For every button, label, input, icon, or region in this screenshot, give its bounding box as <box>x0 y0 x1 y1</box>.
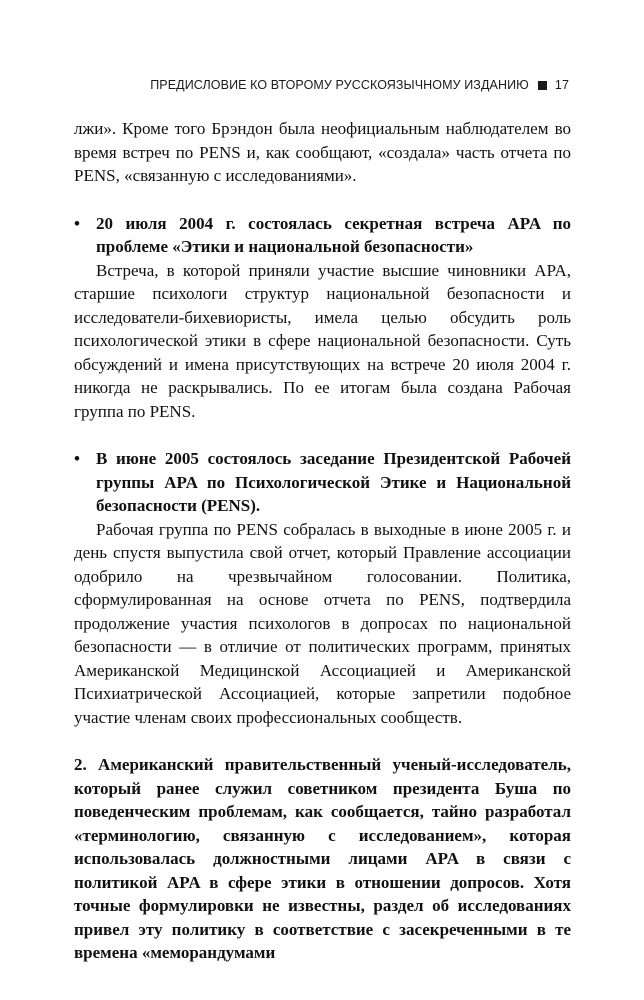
running-title: ПРЕДИСЛОВИЕ КО ВТОРОМУ РУССКОЯЗЫЧНОМУ ИЗДАНИЮ <box>150 78 529 92</box>
bullet-heading-2 <box>74 447 571 518</box>
bullet-heading-text: 20 июля 2004 г. состоялась секретная встреча APA по проблеме «Этики и национальной безопасности» <box>96 213 571 256</box>
bullet-icon: • <box>74 449 80 468</box>
paragraph-intro: лжи». Кроме того Брэндон была неофициальным наблюдателем во время встреч по PENS и, как сообщают, «создала» часть отчета по PENS, «связанную с исследованиями». <box>74 119 571 185</box>
bullet-icon: • <box>74 213 80 233</box>
spacer <box>74 423 571 447</box>
running-header <box>150 78 569 92</box>
square-bullet-icon <box>538 81 547 90</box>
bullet-heading-text: В июне 2005 состоялось заседание Президентской Рабочей группы APA по Психологической Этике и Национальной безопасности (PENS). <box>96 449 571 515</box>
bullet-body-2: Рабочая группа по PENS собралась в выходные в июне 2005 г. и день спустя выпустила свой отчет, который Правление ассоциации одобрило на чрезвычайном голосовании. Политика, сформулированная на основе отчета по PENS, подтвердила продолжение участия психологов в допросах по национальной безопасности — в отличие от политических программ, принятых Американской Медицинской Ассоциацией и Американской Психиатрической Ассоциацией, которые запретили подобное участие членам своих профессиональных сообществ. <box>74 519 571 727</box>
spacer <box>74 729 571 753</box>
body-text <box>74 117 571 965</box>
bullet-body-1: Встреча, в которой приняли участие высшие чиновники APA, старшие психологи структур национальной безопасности и исследователи-бихевиористы, имела целью обсудить роль психологической этики в сфере национальной безопасности. Суть обсуждений и имена присутствующих на встрече 20 июля 2004 г. никогда не раскрывались. По ее итогам была создана Рабочая группа по PENS. <box>74 260 571 421</box>
numbered-item-2: 2. Американский правительственный ученый-исследователь, который ранее служил советником президента Буша по поведенческим проблемам, как сообщается, тайно разработал «терминологию, связанную с исследованием», которая использовалась должностными лицами APA в связи с политикой APA в сфере этики в отношении допросов. Хотя точные формулировки не известны, раздел об исследованиях привел эту политику в соответствие с засекреченными в те времена «меморандумами <box>74 755 571 962</box>
bullet-heading-1 <box>74 212 571 259</box>
page-number: 17 <box>554 78 569 92</box>
spacer <box>74 188 571 212</box>
